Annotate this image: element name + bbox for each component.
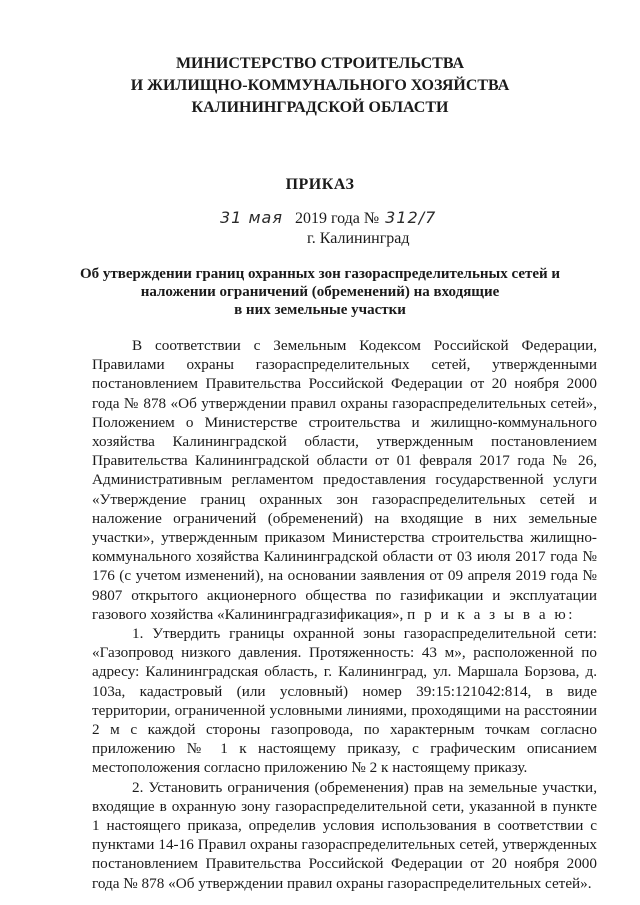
ministry-name-line1: МИНИСТЕРСТВО СТРОИТЕЛЬСТВА [175,55,465,72]
handwritten-date: 31 мая [220,208,283,227]
subject-line1: Об утверждении границ охранных зон газораспределительных сетей и [79,266,561,282]
subject-line3: в них земельные участки [234,302,406,318]
document-type-title: ПРИКАЗ [285,176,355,193]
order-body [92,336,597,893]
prikazyvayu-word: п р и к а з ы в а ю: [407,605,575,623]
item-2-paragraph: 2. Установить ограничения (обременения) прав на земельные участки, входящие в охранную зону газораспределительной сети, указанной в пункте 1 настоящего приказа, определив условия использования в соответствии с пунктами 14-16 Правил охраны газораспределительных сетей, утвержденных постановлением Правительства Российской Федерации от 20 ноября 2000 года № 878 «Об утверждении правил охраны газораспределительных сетей». [92,778,597,892]
ministry-name-line2: И ЖИЛИЩНО-КОММУНАЛЬНОГО ХОЗЯЙСТВА [130,77,510,94]
item-1-paragraph: 1. Утвердить границы охранной зоны газораспределительной сети: «Газопровод низкого давления. Протяженность: 43 м», расположенной по адресу: Калининградская область, г. Калининград, ул. Маршала Борзова, д. 103а, кадастровый (или условный) номер 39:15:121042:814, в виде территории, ограниченной условными линиями, проходящими на расстоянии 2 м с каждой стороны газопровода, по характерным точкам согласно приложению № 1 к настоящему приказу, с графическим описанием местоположения согласно приложению № 2 к настоящему приказу. [92,625,597,777]
subject-line2: наложении ограничений (обременений) на входящие [140,284,500,300]
printed-year: 2019 года № [294,210,380,227]
ministry-name-line3: КАЛИНИНГРАДСКОЙ ОБЛАСТИ [191,99,449,116]
preamble-text: В соответствии с Земельным Кодексом Российской Федерации, Правилами охраны газораспределительных сетей, утвержденными постановлением Правительства Российской Федерации от 20 ноября 2000 года № 878 «Об утверждении правил охраны газораспределительных сетей», Положением о Министерстве строительства и жилищно-коммунального хозяйства Калининградской области, утвержденным постановлением Правительства Калининградской области от 01 февраля 2017 года № 26, Административным регламентом предоставления государственной услуги «Утверждение границ охранных зон газораспределительных сетей и наложение ограничений (обременений) на входящие в них земельные участки», утвержденным приказом Министерства строительства жилищно-коммунального хозяйства Калининградской области от 03 июля 2017 года № 176 (с учетом изменений), на основании заявления от 09 апреля 2019 года № 9807 открытого акционерного общества по газификации и эксплуатации газового хозяйства «Калининградгазификация», [92,337,597,623]
order-date-line [220,208,436,228]
city-line: г. Калининград [307,230,410,247]
preamble-paragraph [92,336,597,624]
handwritten-order-number: 312/7 [385,208,437,227]
